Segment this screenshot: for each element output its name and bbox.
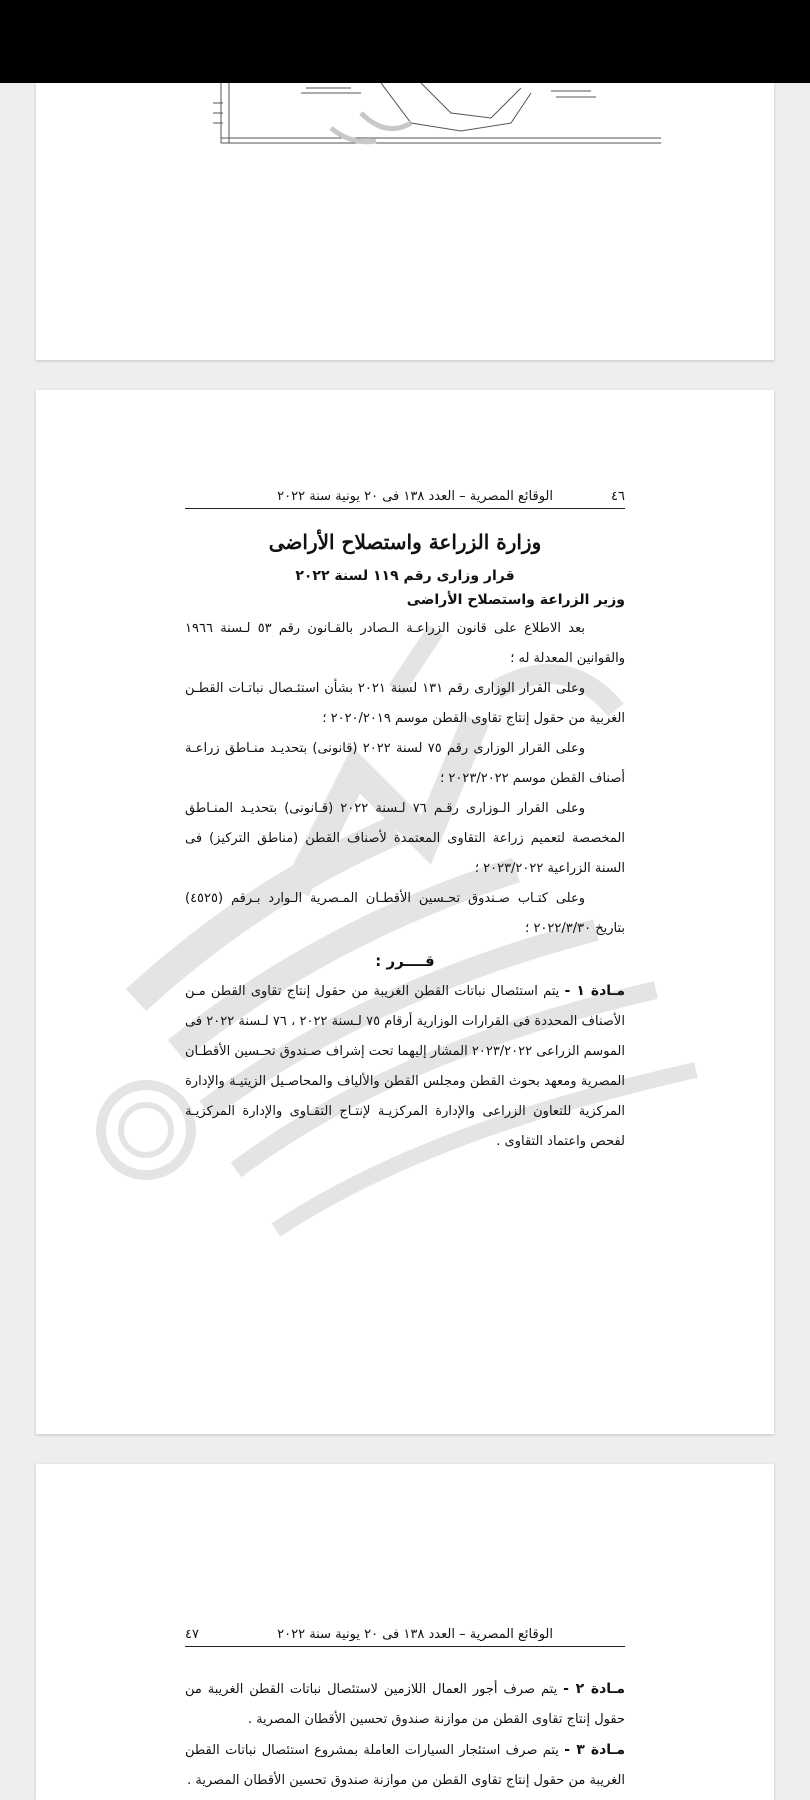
article-1 <box>185 976 625 1157</box>
article-1-label: مـادة ١ - <box>564 983 625 999</box>
document-body <box>185 530 625 1157</box>
document-body <box>185 1674 625 1796</box>
article-2-text: يتم صرف أجور العمال اللازمين لاستئصال نباتات القطن الغريبة من حقول إنتاج تقاوى القطن من موازنة صندوق تحسين الأقطان المصرية . <box>185 1682 625 1727</box>
top-status-bar <box>0 0 810 83</box>
ministry-heading: وزارة الزراعة واستصلاح الأراضى <box>268 530 542 554</box>
document-page-previous <box>36 83 774 360</box>
decides-heading: قــــرر : <box>375 952 435 970</box>
document-page-46 <box>36 390 774 1434</box>
header-title: الوقائع المصرية – العدد ١٣٨ فى ٢٠ يونية سنة ٢٠٢٢ <box>277 489 553 504</box>
decree-title: قرار وزارى رقم ١١٩ لسنة ٢٠٢٢ <box>295 568 515 584</box>
document-page-47 <box>36 1464 774 1800</box>
running-header <box>185 486 625 509</box>
article-2-label: مـادة ٢ - <box>563 1681 625 1697</box>
running-header <box>185 1624 625 1647</box>
preamble-paragraph: بعد الاطلاع على قانون الزراعـة الـصادر بالقـانون رقم ٥٣ لـسنة ١٩٦٦ والقوانين المعدلة له ؛ <box>185 621 625 666</box>
article-3-label: مـادة ٣ - <box>564 1742 625 1758</box>
preamble-paragraph: وعلى القرار الـوزارى رقـم ٧٦ لـسنة ٢٠٢٢ (قـانونى) بتحديـد المنـاطق المخصصة لتعميم زراعة التقاوى المعتمدة لأصناف القطن (مناطق التركيز) فى السنة الزراعية ٢٠٢٣/٢٠٢٢ ؛ <box>185 801 625 876</box>
minister-title: وزير الزراعة واستصلاح الأراضى <box>406 592 625 608</box>
article-1-text: يتم استئصال نباتات القطن الغريبة من حقول إنتاج تقاوى القطن مـن الأصناف المحددة فى القرارات الوزارية أرقام ٧٥ لـسنة ٢٠٢٢ ، ٧٦ لـسنة ٢٠٢٢ فى الموسم الزراعى ٢٠٢٣/٢٠٢٢ المشار إليهما تحت إشراف صـندوق تحـسين الأقطـان المصرية ومعهد بحوث القطن ومجلس القطن والألياف والمحاصـيل الزيتيـة والإدارة المركزية للتعاون الزراعى والإدارة المركزيـة لإنتـاج التقـاوى والإدارة المركزيـة لفحص واعتماد التقاوى . <box>185 984 625 1149</box>
preamble-paragraph: وعلى القرار الوزارى رقم ٧٥ لسنة ٢٠٢٢ (قانونى) بتحديـد منـاطق زراعـة أصناف القطن موسم ٢٠٢٣/٢٠٢٢ ؛ <box>185 741 625 786</box>
header-page-number: ٤٧ <box>185 1627 199 1642</box>
figure-remnant <box>211 83 661 145</box>
header-page-number: ٤٦ <box>611 489 625 504</box>
preamble-paragraph: وعلى القرار الوزارى رقم ١٣١ لسنة ٢٠٢١ بشأن استئـصال نباتـات القطـن الغربية من حقول إنتاج تقاوى القطن موسم ٢٠٢٠/٢٠١٩ ؛ <box>185 681 625 726</box>
article-3 <box>185 1735 625 1796</box>
header-title: الوقائع المصرية – العدد ١٣٨ فى ٢٠ يونية سنة ٢٠٢٢ <box>277 1627 553 1642</box>
article-2 <box>185 1674 625 1735</box>
article-3-text: يتم صرف استئجار السيارات العاملة بمشروع استئصال نباتات القطن الغريبة من حقول إنتاج تقاوى القطن من موازنة صندوق تحسين الأقطان المصرية . <box>185 1743 625 1788</box>
preamble-paragraph: وعلى كتـاب صـندوق تحـسين الأقطـان المـصرية الـوارد بـرقم (٤٥٢٥) بتاريخ ٢٠٢٢/٣/٣٠ ؛ <box>185 891 625 936</box>
